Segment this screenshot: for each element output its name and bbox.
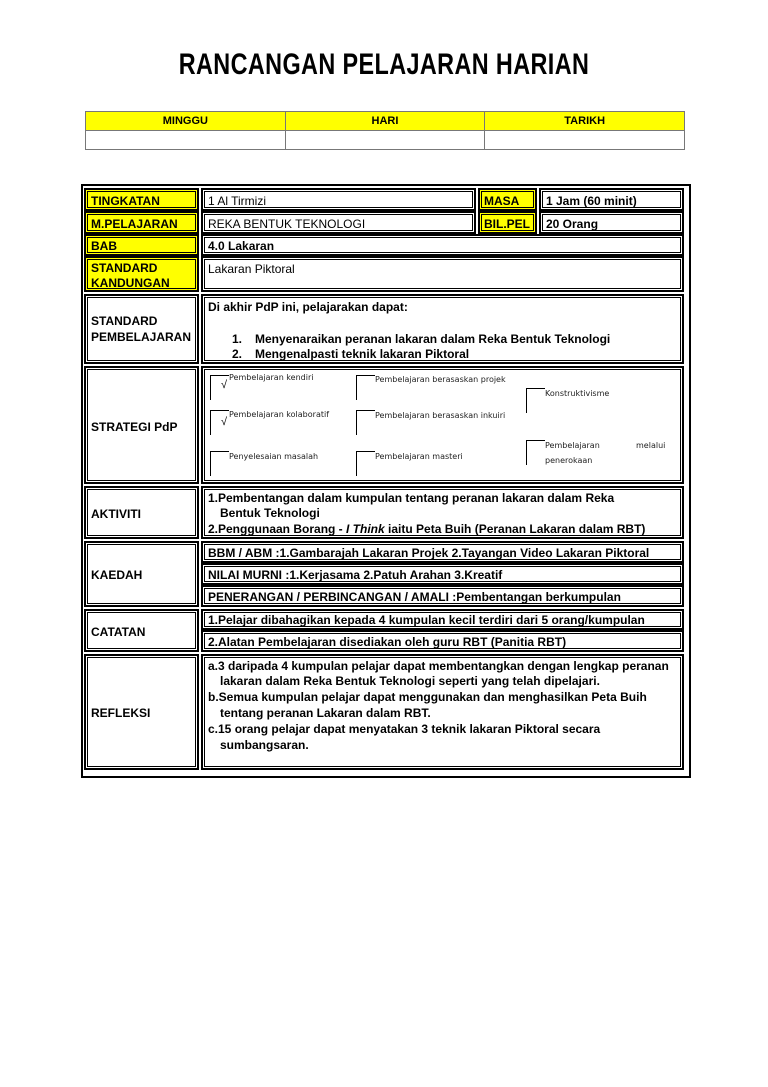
- kaedah-label-cell: [84, 541, 199, 607]
- option-projek: Pembelajaran berasaskan projek: [375, 375, 506, 384]
- catatan-label-cell: [84, 609, 199, 652]
- kaedah-nilai-cell: [201, 563, 684, 585]
- bilpel-label: BIL.PEL: [484, 217, 531, 231]
- col-tarikh: TARIKH: [485, 112, 685, 131]
- hari-value[interactable]: [285, 131, 485, 150]
- aktiviti-line-3-pre: 2.Penggunaan Borang -: [208, 522, 347, 536]
- bilpel-value-cell: [539, 211, 684, 234]
- sp-value-cell: [201, 294, 684, 364]
- strategi-label-cell: [84, 366, 199, 484]
- checkbox-konstruktivisme[interactable]: [526, 388, 545, 413]
- masa-label-cell: [478, 188, 537, 211]
- aktiviti-line-1: 1.Pembentangan dalam kumpulan tentang peranan lakaran dalam Reka: [208, 491, 615, 505]
- tingkatan-label-cell: [84, 188, 199, 211]
- catatan-line-2: 2.Alatan Pembelajaran disediakan oleh guru RBT (Panitia RBT): [208, 635, 567, 649]
- refleksi-line-5: c.15 orang pelajar dapat menyatakan 3 teknik lakaran Piktoral secara: [208, 722, 601, 736]
- sp-label-cell: [84, 294, 199, 364]
- col-minggu: MINGGU: [86, 112, 286, 131]
- aktiviti-line-3-em: I Think: [346, 522, 385, 536]
- aktiviti-label-cell: [84, 486, 199, 539]
- tingkatan-label: TINGKATAN: [91, 194, 160, 208]
- refleksi-value-cell: [201, 654, 684, 770]
- kaedah-bbm: BBM / ABM :1.Gambarajah Lakaran Projek 2.Tayangan Video Lakaran Piktoral: [208, 546, 650, 560]
- catatan-line-2-cell: [201, 630, 684, 652]
- mp-value: REKA BENTUK TEKNOLOGI: [208, 217, 366, 231]
- check-mark-icon: √: [221, 416, 228, 428]
- refleksi-label: REFLEKSI: [91, 706, 151, 720]
- bab-value-cell: [201, 234, 684, 256]
- sp-label-1: STANDARD: [91, 314, 158, 328]
- aktiviti-value-cell: [201, 486, 684, 539]
- refleksi-line-4: tentang peranan Lakaran dalam RBT.: [220, 706, 431, 720]
- sp-intro: Di akhir PdP ini, pelajarakan dapat:: [208, 300, 408, 314]
- option-masteri: Pembelajaran masteri: [375, 452, 463, 461]
- sk-label-2: KANDUNGAN: [91, 276, 170, 290]
- strategi-label: STRATEGI PdP: [91, 420, 178, 434]
- checkbox-projek[interactable]: [356, 375, 375, 400]
- masa-value: 1 Jam (60 minit): [546, 194, 637, 208]
- bilpel-value: 20 Orang: [546, 217, 599, 231]
- bilpel-label-cell: [478, 211, 537, 234]
- sp-item-1-number: 1.: [232, 332, 243, 346]
- sp-item-1: Menyenaraikan peranan lakaran dalam Reka Bentuk Teknologi: [255, 332, 611, 346]
- mp-label: M.PELAJARAN: [91, 217, 178, 231]
- sk-label-cell: [84, 256, 199, 292]
- checkbox-penyelesaian[interactable]: [210, 451, 229, 476]
- option-inkuiri: Pembelajaran berasaskan inkuiri: [375, 411, 506, 420]
- option-penerokaan-1: Pembelajaran: [545, 441, 600, 450]
- mp-label-cell: [84, 211, 199, 234]
- col-hari: HARI: [285, 112, 485, 131]
- sk-value: Lakaran Piktoral: [208, 262, 295, 276]
- aktiviti-line-3-post: iaitu Peta Buih (Peranan Lakaran dalam RBT): [384, 522, 646, 536]
- kaedah-bbm-cell: [201, 541, 684, 563]
- kaedah-penerangan-cell: [201, 585, 684, 607]
- aktiviti-label: AKTIVITI: [91, 507, 141, 521]
- mp-value-cell: [201, 211, 476, 234]
- checkbox-penerokaan[interactable]: [526, 440, 545, 465]
- checkbox-inkuiri[interactable]: [356, 410, 375, 435]
- refleksi-line-2: lakaran dalam Reka Bentuk Teknologi seperti yang telah dipelajari.: [220, 674, 600, 688]
- catatan-line-1-cell: [201, 609, 684, 630]
- refleksi-line-1: a.3 daripada 4 kumpulan pelajar dapat membentangkan dengan lengkap peranan: [208, 659, 669, 673]
- sp-label-2: PEMBELAJARAN: [91, 330, 192, 344]
- option-konstruktivisme: Konstruktivisme: [545, 389, 610, 398]
- option-penerokaan-2: melalui: [636, 441, 666, 450]
- sp-item-2-number: 2.: [232, 347, 243, 361]
- bab-label-cell: [84, 234, 199, 256]
- refleksi-label-cell: [84, 654, 199, 770]
- checkbox-masteri[interactable]: [356, 451, 375, 476]
- masa-label: MASA: [484, 194, 520, 208]
- minggu-value[interactable]: [86, 131, 286, 150]
- kaedah-label: KAEDAH: [91, 568, 143, 582]
- aktiviti-line-3: [208, 522, 645, 536]
- aktiviti-line-2: Bentuk Teknologi: [220, 506, 320, 520]
- sk-label-1: STANDARD: [91, 261, 158, 275]
- catatan-line-1: 1.Pelajar dibahagikan kepada 4 kumpulan kecil terdiri dari 5 orang/kumpulan: [208, 613, 645, 627]
- catatan-label: CATATAN: [91, 625, 146, 639]
- masa-value-cell: [539, 188, 684, 211]
- sk-value-cell: [201, 256, 684, 292]
- bab-label: BAB: [91, 239, 117, 253]
- option-penerokaan-3: penerokaan: [545, 456, 593, 465]
- sp-item-2: Mengenalpasti teknik lakaran Piktoral: [255, 347, 470, 361]
- strategi-options-cell: [201, 366, 684, 484]
- option-penyelesaian: Penyelesaian masalah: [229, 452, 319, 461]
- page-title: RANCANGAN PELAJARAN HARIAN: [178, 48, 590, 81]
- check-mark-icon: √: [221, 379, 228, 391]
- refleksi-line-3: b.Semua kumpulan pelajar dapat menggunakan dan menghasilkan Peta Buih: [208, 690, 647, 704]
- refleksi-line-6: sumbangsaran.: [220, 738, 309, 752]
- kaedah-nilai: NILAI MURNI :1.Kerjasama 2.Patuh Arahan 3.Kreatif: [208, 568, 503, 582]
- tarikh-value[interactable]: [485, 131, 685, 150]
- bab-value: 4.0 Lakaran: [208, 239, 275, 253]
- kaedah-penerangan: PENERANGAN / PERBINCANGAN / AMALI :Pembentangan berkumpulan: [208, 590, 621, 604]
- option-kolaboratif: Pembelajaran kolaboratif: [229, 410, 330, 419]
- tingkatan-value-cell: [201, 188, 476, 211]
- option-kendiri: Pembelajaran kendiri: [229, 373, 314, 382]
- tingkatan-value: 1 Al Tirmizi: [208, 194, 267, 208]
- date-header-table: [85, 111, 685, 150]
